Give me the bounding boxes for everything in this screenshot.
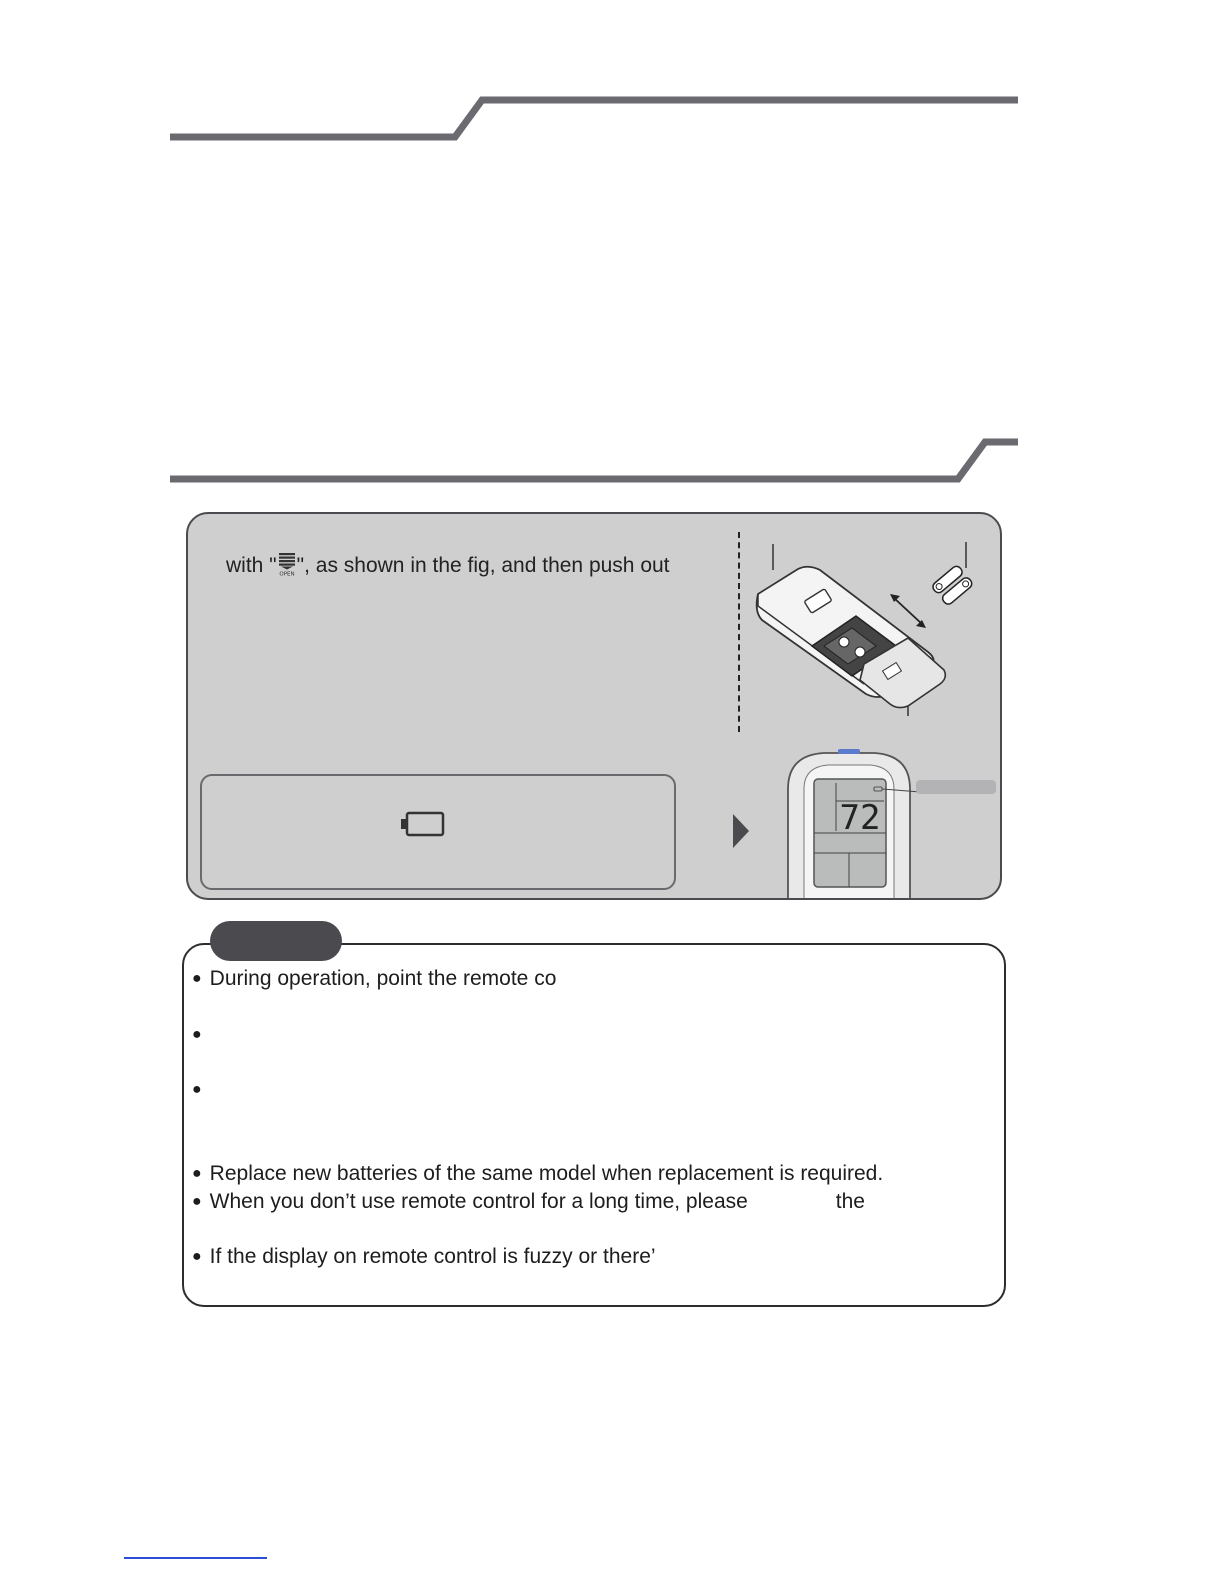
section-header-rules: [0, 0, 1224, 500]
note-text-5: When you don’t use remote control for a long time, please: [209, 1190, 748, 1213]
note-text-4: Replace new batteries of the same model when replacement is required.: [209, 1162, 884, 1185]
remote-battery-cover-figure: [748, 534, 998, 734]
step-instruction-text: [226, 552, 670, 578]
low-battery-note-box: [200, 774, 676, 890]
display-temperature: 72: [839, 798, 881, 838]
open-icon-label: OPEN: [279, 571, 295, 576]
footer-link-underline[interactable]: [124, 1557, 267, 1559]
bullet-icon: ●: [192, 1026, 202, 1043]
step-text-before: with ": [226, 554, 277, 577]
bullet-icon: ●: [192, 970, 202, 987]
note-text-5-trailing: the: [835, 1190, 865, 1213]
bullet-icon: ●: [192, 1248, 202, 1265]
note-item-5: [192, 1190, 865, 1214]
note-text-6: If the display on remote control is fuzzy or there’: [209, 1245, 656, 1268]
note-item-2: [192, 1023, 210, 1047]
dashed-divider: [738, 532, 740, 732]
open-cover-icon: [277, 552, 297, 576]
bullet-icon: ●: [192, 1081, 202, 1098]
battery-indicator-callout: [916, 780, 996, 794]
note-item-3: [192, 1078, 210, 1102]
notes-tab-label: [210, 921, 342, 961]
note-text-1: During operation, point the remote co: [209, 967, 557, 990]
top-section-rule: [170, 100, 1018, 137]
bullet-icon: ●: [192, 1193, 202, 1210]
note-item-4: [192, 1162, 883, 1186]
low-battery-icon: [399, 811, 445, 837]
note-item-6: [192, 1245, 656, 1269]
note-item-1: [192, 967, 556, 991]
bullet-icon: ●: [192, 1165, 202, 1182]
second-section-rule: [170, 442, 1018, 479]
arrow-right-icon: [733, 814, 749, 848]
step-text-after: ", as shown in the fig, and then push out: [296, 554, 670, 577]
battery-instruction-panel: [186, 512, 1002, 900]
remote-front-display-figure: [784, 749, 998, 900]
